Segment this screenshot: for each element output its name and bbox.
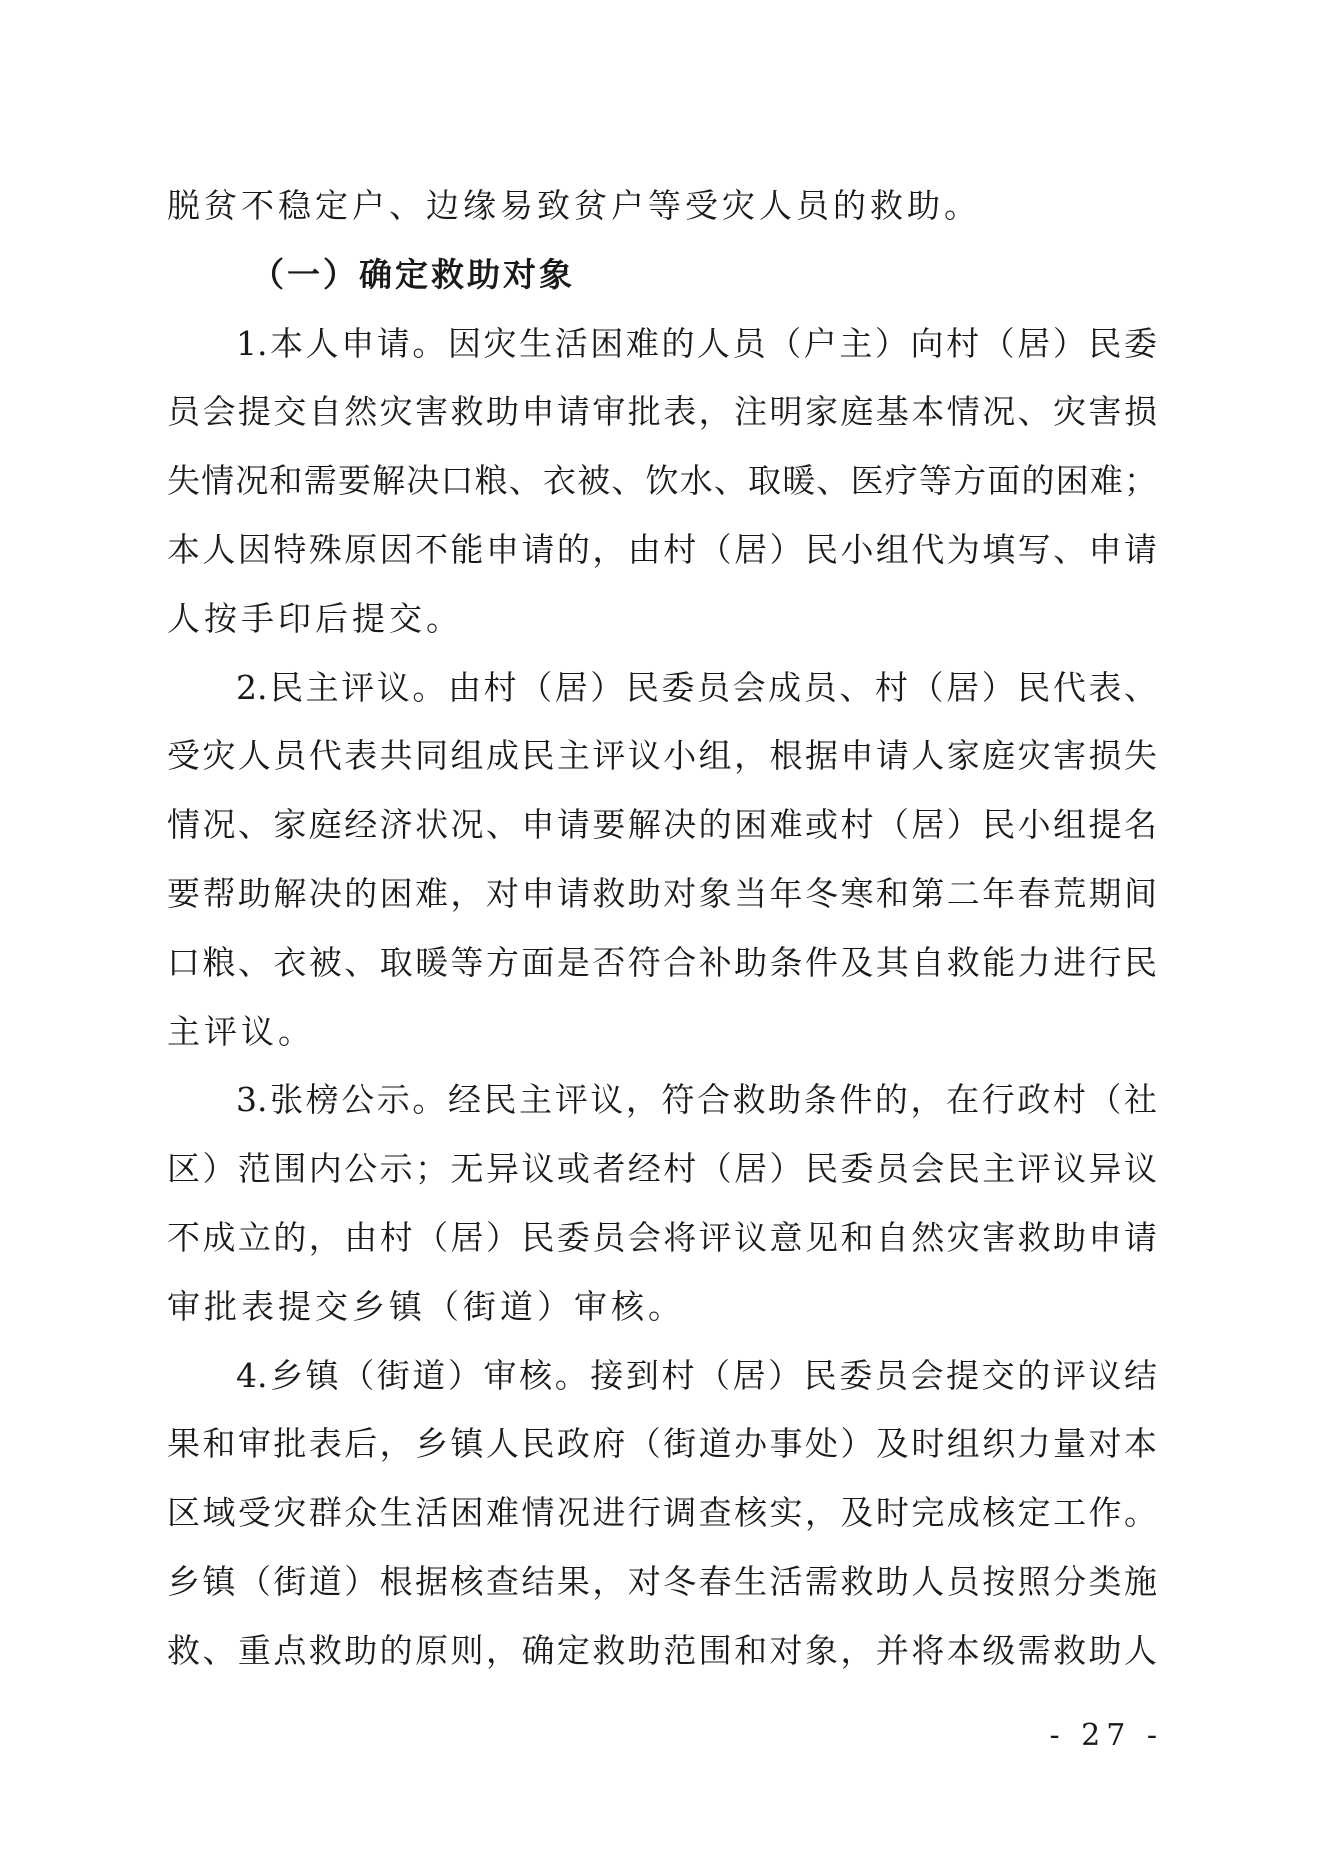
text-line: 救、重点救助的原则，确定救助范围和对象，并将本级需救助人 [167, 1630, 1157, 1670]
section-heading: （一）确定救助对象 [251, 254, 575, 294]
text-line: 人按手印后提交。 [167, 598, 463, 638]
text-line: 本人因特殊原因不能申请的，由村（居）民小组代为填写、申请 [167, 529, 1157, 569]
text-line: 区域受灾群众生活困难情况进行调查核实，及时完成核定工作。 [167, 1493, 1157, 1533]
text-line: 不成立的，由村（居）民委员会将评议意见和自然灾害救助申请 [167, 1217, 1157, 1257]
paragraph-1-start: 1.本人申请。因灾生活困难的人员（户主）向村（居）民委 [236, 323, 1157, 363]
text-line: 主评议。 [167, 1011, 315, 1051]
text-line: 失情况和需要解决口粮、衣被、饮水、取暖、医疗等方面的困难； [167, 461, 1157, 501]
paragraph-2-start: 2.民主评议。由村（居）民委员会成员、村（居）民代表、 [236, 667, 1157, 707]
text-line: 要帮助解决的困难，对申请救助对象当年冬寒和第二年春荒期间 [167, 873, 1157, 913]
text-line: 区）范围内公示；无异议或者经村（居）民委员会民主评议异议 [167, 1149, 1157, 1189]
paragraph-3-start: 3.张榜公示。经民主评议，符合救助条件的，在行政村（社 [236, 1080, 1157, 1120]
text-line: 情况、家庭经济状况、申请要解决的困难或村（居）民小组提名 [167, 805, 1157, 845]
text-line: 口粮、衣被、取暖等方面是否符合补助条件及其自救能力进行民 [167, 942, 1157, 982]
text-line: 果和审批表后，乡镇人民政府（街道办事处）及时组织力量对本 [167, 1424, 1157, 1464]
text-line: 员会提交自然灾害救助申请审批表，注明家庭基本情况、灾害损 [167, 392, 1157, 432]
text-line: 脱贫不稳定户、边缘易致贫户等受灾人员的救助。 [167, 186, 981, 225]
page-number: - 27 - [1049, 1718, 1163, 1753]
text-line: 乡镇（街道）根据核查结果，对冬春生活需救助人员按照分类施 [167, 1561, 1157, 1601]
text-line: 受灾人员代表共同组成民主评议小组，根据申请人家庭灾害损失 [167, 736, 1157, 776]
paragraph-4-start: 4.乡镇（街道）审核。接到村（居）民委员会提交的评议结 [236, 1355, 1157, 1395]
text-line: 审批表提交乡镇（街道）审核。 [167, 1286, 685, 1326]
body-text [167, 172, 1157, 1686]
